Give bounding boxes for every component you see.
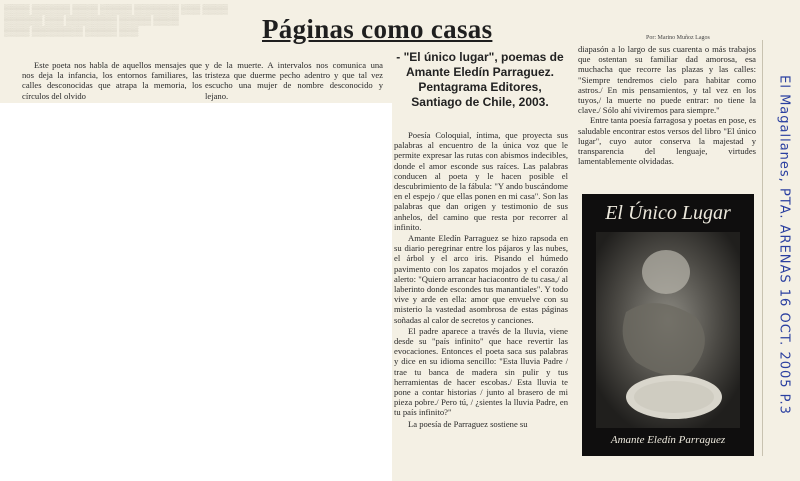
blank-area <box>0 103 392 481</box>
intro-right-column: y de la muerte. A intervalos nos comunica una tristeza que duerme pecho adentro y que tal vez escucho una mujer de nombre desconocido y lejano. <box>205 60 383 101</box>
right-column <box>578 44 756 166</box>
book-heading: - "El único lugar", poemas de Amante Eledín Parraguez. Pentagrama Editores, Santiago de Chile, 2003. <box>396 50 564 109</box>
right-paragraph-1: diapasón a lo largo de sus cuarenta o más trabajos que ostentan su familiar dad amorosa, esa muchacha que recorre las plazas y las calles: "Siempre tendremos cielo para habitar como astros./ En mis pensamientos, y tal vez en los tuyos,/ la muerte no puede entrar: no tiene la clave./ Sólo ahí viviremos para siempre." <box>578 44 756 116</box>
handwritten-source-note <box>770 35 798 455</box>
cover-artwork <box>596 232 740 428</box>
body-paragraph-1: Poesía Coloquial, íntima, que proyecta sus palabras al encuentro de la única voz que le permite expresar las rutas con abismos indecibles, donde el amor esconde sus raíces. Las palabras conducen al poeta y le hacen posible el descubrimiento de la fábula: "Y ando buscándome en el espejo / que ellas ponen en mi casa". Son las palabras que dan origen y testimonio de sus anhelos, del camino que resta por recorrer al infinito. <box>394 130 568 232</box>
body-paragraph-2: Amante Eledín Parraguez se hizo rapsoda en su diario peregrinar entre los pájaros y las nubes, el árbol y el arco iris. Pisando el húmedo pavimento con los zapatos mojados y el corazón alerto: "Quiero arrancar haciacontro de tu casa,/ al laberinto donde escondes tus manantiales". Y todo vive y arde en ella: amor que envuelve con su misterio la vastedad asombrosa de estas páginas soñadas al calor de secretos y canciones. <box>394 233 568 325</box>
cover-author: Amante Eledín Parraguez <box>610 434 726 446</box>
handwritten-note-text: El Magallanes, PTA. ARENAS 16 OCT. 2005 P.3 <box>776 75 792 415</box>
intro-left-column: Este poeta nos habla de aquellos mensajes que nos deja la infancia, los entornos familiares, las calles desconocidas que atrapa la memoria, los círculos del olvido <box>22 60 202 101</box>
cover-title: El Único Lugar <box>605 202 731 224</box>
body-paragraph-4: La poesía de Parraguez sostiene su <box>408 418 528 429</box>
bleed-through-text: ▒▒▒▒ ▒▒▒▒▒▒ ▒▒▒▒ ▒▒▒▒▒ ▒▒▒▒▒▒▒ ▒▒▒ ▒▒▒▒ ▒▒▒▒▒▒ ▒▒▒ ▒▒▒▒▒▒▒▒ ▒▒▒▒▒ ▒▒▒▒ ▒▒▒▒ ▒▒▒▒▒▒▒▒ ▒▒▒▒▒ ▒▒▒ <box>4 4 228 36</box>
byline: Por: Marino Muñoz Lagos <box>646 35 710 41</box>
body-column <box>394 130 568 430</box>
book-cover-image <box>582 194 754 456</box>
right-paragraph-2: Entre tanta poesía farragosa y poetas en pose, es saludable encontrar estos versos del libro "El único lugar", cuyo autor conserva la majestad y transparencia del lenguaje, virtudes lamentablemente olvidadas. <box>578 115 756 167</box>
clipping-edge <box>762 40 763 456</box>
body-paragraph-3: El padre aparece a través de la lluvia, viene desde su "país infinito" que hace revertir las evocaciones. Entonces el poeta saca sus palabras y dice en su idioma sencillo: "Esta lluvia Padre / trae tu banca de madera sin pulir y tus herramientas de hacer escobas./ Esta lluvia te pone a contar historias / junto al brasero de mi pieza pobre./ Pero tú, / ¿sientes la lluvia Padre, en tu país infinito?" <box>394 325 568 418</box>
article-title: Páginas como casas <box>262 14 493 44</box>
